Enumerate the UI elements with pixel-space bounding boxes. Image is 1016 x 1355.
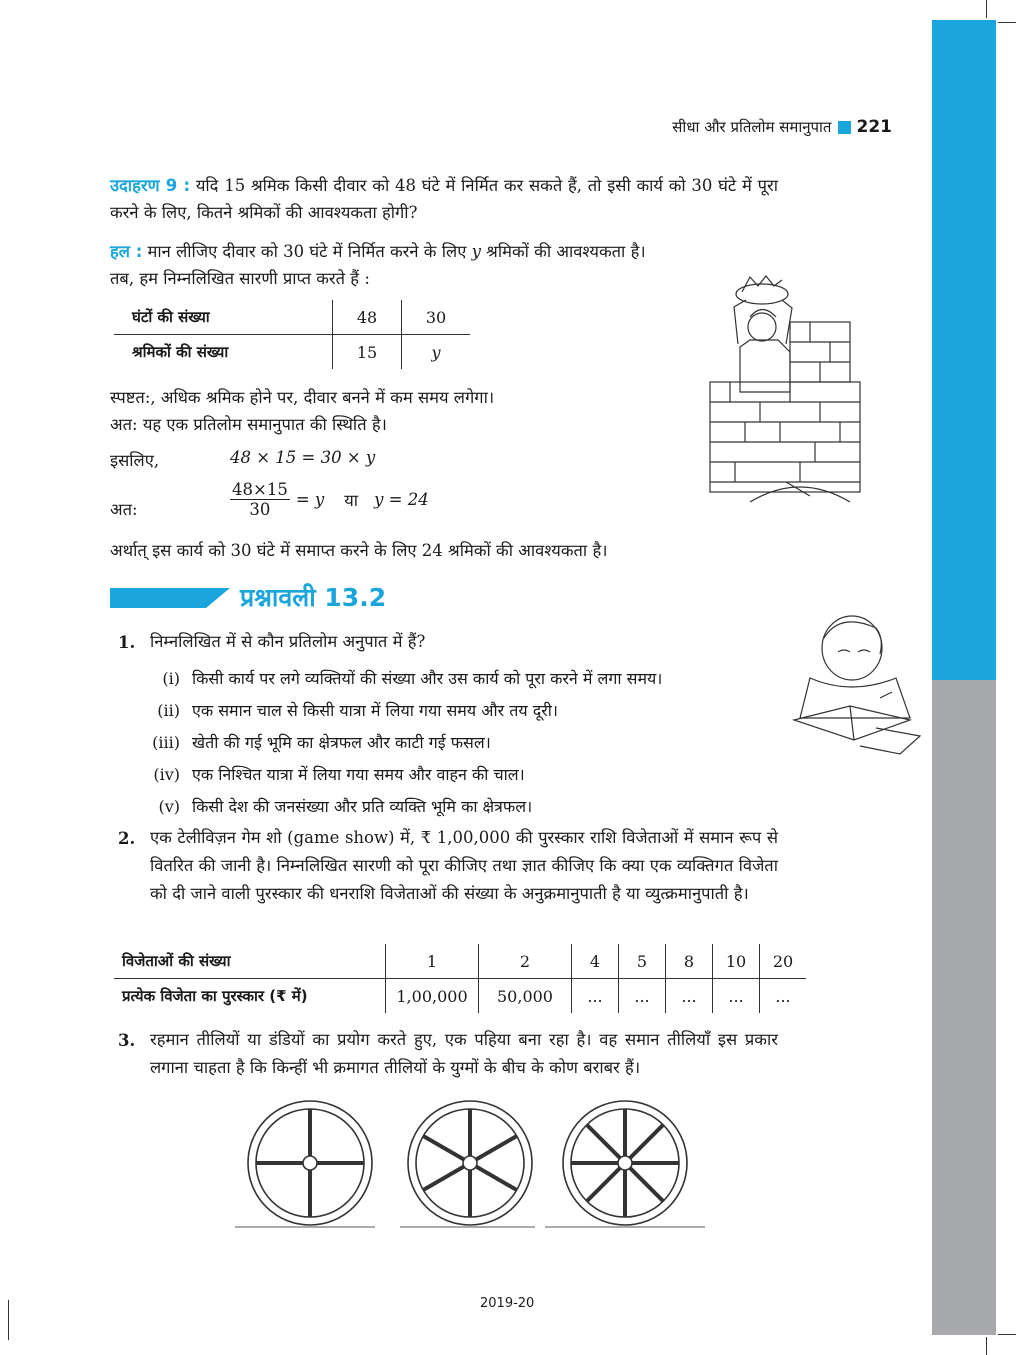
list-item-text: एक निश्चित यात्रा में लिया गया समय और वाहन की चाल।	[192, 765, 525, 784]
crop-mark	[8, 1300, 9, 1340]
roman-numeral: (v)	[158, 797, 180, 816]
wheel-spoke	[587, 1125, 620, 1158]
solution-line1: मान लीजिए दीवार को 30 घंटे में निर्मित करने के लिए	[147, 242, 467, 261]
table-header-cell: प्रत्येक विजेता का पुरस्कार (₹ में)	[113, 979, 386, 1015]
list-item	[150, 731, 491, 753]
solution-line3: स्पष्टत:, अधिक श्रमिक होने पर, दीवार बनने में कम समय लगेगा।	[110, 388, 495, 407]
exercise-title: प्रश्नावली 13.2	[240, 583, 387, 612]
question-number: 2.	[118, 829, 136, 848]
question-number: 1.	[118, 633, 136, 652]
header-square-icon	[838, 121, 851, 134]
table-cell: 10	[713, 943, 760, 979]
crop-mark	[998, 22, 1016, 23]
equation-rhs: = y	[295, 490, 325, 509]
wheel-spoke	[476, 1167, 517, 1191]
table-cell: ...	[666, 979, 713, 1015]
table-row	[113, 335, 471, 371]
table-cell: 20	[760, 943, 808, 979]
table-cell: 8	[666, 943, 713, 979]
equation-1: 48 × 15 = 30 × y	[230, 448, 376, 467]
list-item-text: खेती की गई भूमि का क्षेत्रफल और काटी गई फसल।	[192, 733, 491, 752]
wheel-spoke	[587, 1168, 620, 1201]
table-cell: 30	[402, 299, 472, 335]
roman-numeral: (ii)	[157, 701, 180, 720]
list-item	[150, 795, 532, 817]
table-header-cell: श्रमिकों की संख्या	[113, 335, 333, 371]
roman-numeral: (iv)	[153, 765, 180, 784]
roman-numeral: (iii)	[152, 733, 180, 752]
solution-line2: तब, हम निम्नलिखित सारणी प्राप्त करते हैं :	[110, 269, 370, 288]
section-bar	[110, 588, 230, 608]
prize-table	[112, 942, 808, 1015]
table-row	[113, 299, 471, 335]
table-row	[113, 979, 807, 1015]
wheel-spoke	[476, 1136, 517, 1160]
question-2-text: एक टेलीविज़न गेम शो (game show) में, ₹ 1,00,000 की पुरस्कार राशि विजेताओं में समान रूप से वितरित की जानी है। निम्नलिखित सारणी को पूरा कीजिए तथा ज्ञात कीजिए कि क्या एक व्यक्तिगत विजेता को दी जाने वाली पुरस्कार की धनराशि विजेताओं की संख्या के अनुक्रमानुपाती है या व्युत्क्रमानुपाती है।	[150, 828, 778, 903]
equation-result: y = 24	[374, 490, 429, 509]
hence-label: अत:	[110, 500, 138, 519]
table-cell: 1	[386, 943, 479, 979]
question-1-text: निम्नलिखित में से कौन प्रतिलोम अनुपात में हैं?	[150, 632, 426, 651]
crop-mark	[998, 1334, 1016, 1335]
fraction-numerator: 48×15	[232, 480, 288, 499]
table-cell: ...	[572, 979, 619, 1015]
wheel-spoke	[423, 1136, 464, 1160]
table-header-cell: विजेताओं की संख्या	[113, 943, 386, 979]
solution-line1-end: श्रमिकों की आवश्यकता है।	[486, 242, 646, 261]
therefore-label: इसलिए,	[110, 451, 160, 470]
wheel-spoke	[630, 1168, 663, 1201]
table-cell: y	[402, 335, 472, 371]
table-cell: 50,000	[479, 979, 572, 1015]
list-item	[150, 763, 525, 785]
fraction	[230, 480, 290, 519]
table-cell: ...	[619, 979, 666, 1015]
table-cell: 4	[572, 943, 619, 979]
wheel-hub	[618, 1156, 632, 1170]
solution-variable: y	[471, 242, 481, 261]
worker-building-wall-illustration	[690, 272, 870, 512]
list-item	[150, 667, 662, 689]
equation-2	[230, 480, 429, 519]
table-row	[113, 943, 807, 979]
wheel-hub	[463, 1156, 477, 1170]
table-cell: 1,00,000	[386, 979, 479, 1015]
workers-hours-table	[112, 298, 472, 371]
table-cell: 5	[619, 943, 666, 979]
wheel-hub	[303, 1156, 317, 1170]
solution-label: हल :	[110, 242, 143, 261]
example-label: उदाहरण 9 :	[110, 176, 191, 195]
wheel-6-spokes	[408, 1101, 532, 1225]
wheels-illustration	[225, 1095, 725, 1235]
solution-paragraph	[110, 238, 778, 292]
wheel-8-spokes	[563, 1101, 687, 1225]
footer-year: 2019-20	[480, 1296, 535, 1311]
list-item-text: किसी कार्य पर लगे व्यक्तियों की संख्या और उस कार्य को पूरा करने में लगा समय।	[192, 669, 663, 688]
sidebar-accent-gray	[932, 680, 996, 1335]
or-word: या	[344, 491, 359, 510]
page-number: 221	[856, 117, 892, 137]
table-cell: 2	[479, 943, 572, 979]
wheel-spoke	[630, 1125, 663, 1158]
running-header	[672, 117, 892, 137]
example-paragraph	[110, 172, 778, 226]
crop-mark	[986, 1337, 987, 1355]
table-cell: 15	[333, 335, 402, 371]
question-number: 3.	[118, 1031, 136, 1050]
list-item-text: एक समान चाल से किसी यात्रा में लिया गया समय और तय दूरी।	[192, 701, 558, 720]
fraction-denominator: 30	[249, 500, 271, 519]
solution-line4: अत: यह एक प्रतिलोम समानुपात की स्थिति है।	[110, 415, 387, 434]
table-cell: ...	[760, 979, 808, 1015]
solution-conclusion: अर्थात् इस कार्य को 30 घंटे में समाप्त करने के लिए 24 श्रमिकों की आवश्यकता है।	[110, 541, 608, 560]
table-header-cell: घंटों की संख्या	[113, 299, 333, 335]
solution-explanation	[110, 384, 690, 438]
roman-numeral: (i)	[162, 669, 180, 688]
crop-mark	[986, 0, 987, 18]
table-cell: 48	[333, 299, 402, 335]
chapter-title: सीधा और प्रतिलोम समानुपात	[672, 118, 832, 136]
question-3-text: रहमान तीलियों या डंडियों का प्रयोग करते हुए, एक पहिया बना रहा है। वह समान तीलियाँ इस प्रकार लगाना चाहता है कि किन्हीं भी क्रमागत तीलियों के युग्मों के बीच के कोण बराबर हैं।	[150, 1030, 778, 1077]
sidebar-accent-blue	[932, 20, 996, 680]
table-cell: ...	[713, 979, 760, 1015]
example-text: यदि 15 श्रमिक किसी दीवार को 48 घंटे में निर्मित कर सकते हैं, तो इसी कार्य को 30 घंटे में पूरा करने के लिए, कितने श्रमिकों की आवश्यकता होगी?	[110, 176, 778, 222]
list-item-text: किसी देश की जनसंख्या और प्रति व्यक्ति भूमि का क्षेत्रफल।	[192, 797, 533, 816]
wheel-4-spokes	[248, 1101, 372, 1225]
student-reading-illustration	[780, 608, 928, 758]
list-item	[150, 699, 558, 721]
wheel-spoke	[423, 1167, 464, 1191]
